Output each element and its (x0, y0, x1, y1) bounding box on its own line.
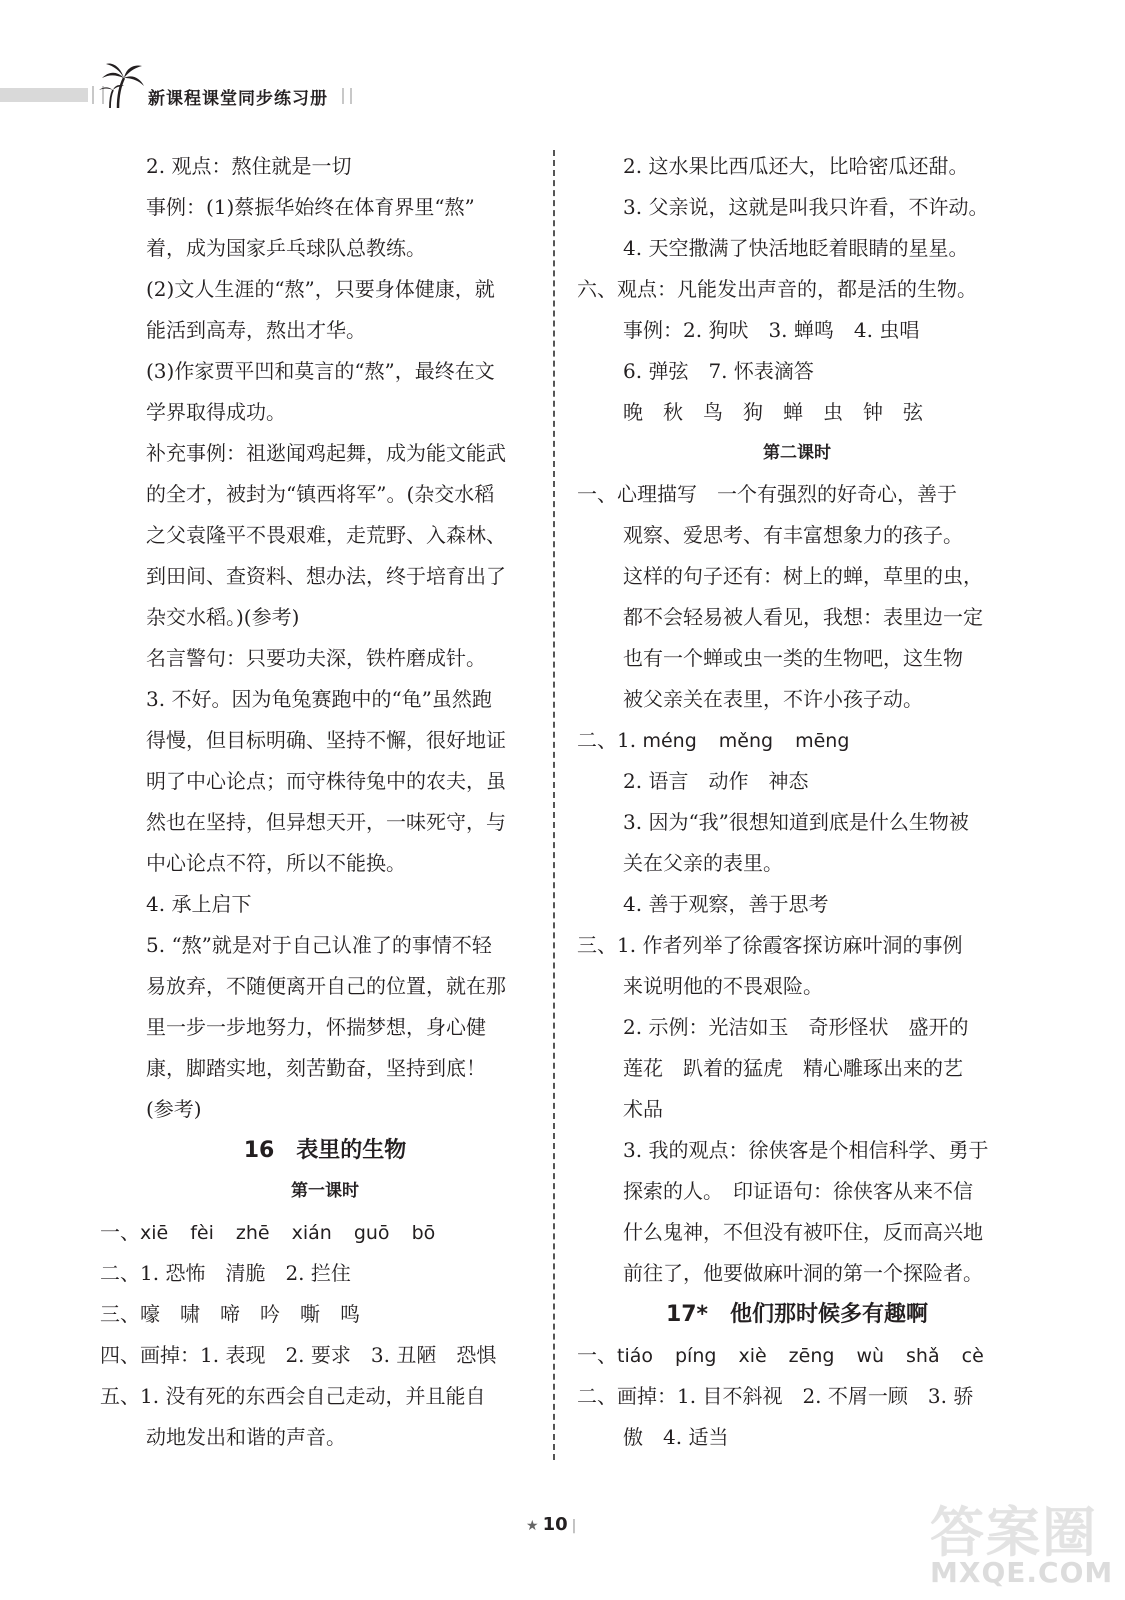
answer-line: 前往了，他要做麻叶洞的第一个探险者。 (623, 1261, 983, 1285)
pinyin-answers (617, 1345, 1006, 1367)
page-number (526, 1514, 576, 1535)
answer-line: 到田间、查资料、想办法，终于培育出了 (146, 564, 506, 588)
pinyin: xiē (140, 1222, 169, 1244)
lesson-16-title: 16 表里的生物 (243, 1138, 407, 1163)
answer-line: 能活到高寿，熬出才华。 (146, 318, 366, 342)
right-column (577, 146, 1017, 1458)
answer-line: (3)作家贾平凹和莫言的“熬”，最终在文 (146, 359, 495, 383)
period-2-q2 (577, 720, 1017, 761)
page-header (0, 60, 1125, 120)
question-label: 一、 (100, 1220, 140, 1244)
answer-line: 关在父亲的表里。 (623, 851, 783, 875)
answer-line: 名言警句：只要功夫深，铁杵磨成针。 (146, 646, 486, 670)
lesson-17-q1 (577, 1335, 1017, 1376)
answer-line: 2. 这水果比西瓜还大，比哈密瓜还甜。 (623, 154, 969, 178)
pinyin: zhē (235, 1222, 270, 1244)
answer-line: 一、心理描写 一个有强烈的好奇心，善于 (577, 482, 957, 506)
pinyin: guō (353, 1222, 390, 1244)
answer-line: (参考) (146, 1097, 202, 1121)
header-end-ticks (342, 88, 352, 104)
pinyin-answers (642, 730, 871, 752)
answer-line: 学界取得成功。 (146, 400, 286, 424)
watermark-url: MXQE.COM (930, 1556, 1114, 1589)
lesson-16-q3: 三、嚎 啸 啼 吟 嘶 鸣 (100, 1302, 360, 1326)
lesson-16-q2: 二、1. 恐怖 清脆 2. 拦住 (100, 1261, 351, 1285)
answer-line: 4. 天空撒满了快活地眨着眼睛的星星。 (623, 236, 969, 260)
lesson-16-q5-cont: 动地发出和谐的声音。 (146, 1425, 346, 1449)
answer-line: 得慢，但目标明确、坚持不懈，很好地证 (146, 728, 506, 752)
star-icon: ★ (526, 1518, 539, 1534)
lesson-17-q2-cont: 傲 4. 适当 (623, 1425, 729, 1449)
pinyin: píng (675, 1345, 717, 1367)
question-label: 一、 (577, 1343, 617, 1367)
answer-line: 什么鬼神，不但没有被吓住，反而高兴地 (623, 1220, 983, 1244)
page-number-value: 10 (542, 1514, 568, 1535)
lesson-16-q4: 四、画掉：1. 表现 2. 要求 3. 丑陋 恐惧 (100, 1343, 497, 1367)
pinyin: tiáo (617, 1345, 653, 1367)
answer-line: 3. 我的观点：徐侠客是个相信科学、勇于 (623, 1138, 989, 1162)
q6-line: 事例：2. 狗吠 3. 蝉鸣 4. 虫唱 (623, 318, 920, 342)
lesson-16-q1 (100, 1212, 550, 1253)
pinyin-answers (140, 1222, 457, 1244)
q6-line: 晚 秋 鸟 狗 蝉 虫 钟 弦 (623, 400, 923, 424)
left-column (100, 146, 550, 1458)
answer-line: 被父亲关在表里，不许小孩子动。 (623, 687, 923, 711)
answer-line: 之父袁隆平不畏艰难，走荒野、入森林、 (146, 523, 506, 547)
answer-line: 康，脚踏实地，刻苦勤奋，坚持到底！ (146, 1056, 486, 1080)
q6-line: 6. 弹弦 7. 怀表滴答 (623, 359, 814, 383)
watermark (930, 1490, 1114, 1594)
pinyin: bō (411, 1222, 436, 1244)
lesson-16-q5: 五、1. 没有死的东西会自己走动，并且能自 (100, 1384, 486, 1408)
answer-line: 里一步一步地努力，怀揣梦想，身心健 (146, 1015, 486, 1039)
answer-line: 术品 (623, 1097, 663, 1121)
pinyin: měng (718, 730, 774, 752)
answer-line: 补充事例：祖逖闻鸡起舞，成为能文能武 (146, 441, 506, 465)
pinyin: méng (642, 730, 697, 752)
lesson-16-period-1-title: 第一课时 (291, 1181, 359, 1201)
answer-line: 5. “熬”就是对于自己认准了的事情不轻 (146, 933, 492, 957)
answer-line: 明了中心论点；而守株待兔中的农夫，虽 (146, 769, 506, 793)
answer-line: 着，成为国家乒乓球队总教练。 (146, 236, 426, 260)
pinyin: xián (291, 1222, 332, 1244)
answer-line: 中心论点不符，所以不能换。 (146, 851, 406, 875)
pinyin: fèi (190, 1222, 214, 1244)
pinyin: cè (961, 1345, 984, 1367)
answer-line: 也有一个蝉或虫一类的生物吧，这生物 (623, 646, 963, 670)
answer-line: 这样的句子还有：树上的蝉，草里的虫， (623, 564, 983, 588)
answer-line: 莲花 趴着的猛虎 精心雕琢出来的艺 (623, 1056, 963, 1080)
answer-line: 3. 父亲说，这就是叫我只许看，不许动。 (623, 195, 989, 219)
answer-line: 事例：(1)蔡振华始终在体育界里“熬” (146, 195, 475, 219)
answer-line: 三、1. 作者列举了徐霞客探访麻叶洞的事例 (577, 933, 963, 957)
answer-line: 探索的人。 印证语句：徐侠客从来不信 (623, 1179, 973, 1203)
answer-line: 2. 语言 动作 神态 (623, 769, 809, 793)
question-label: 二、1. (577, 728, 637, 752)
answer-line: 4. 善于观察，善于思考 (623, 892, 829, 916)
answer-line: 都不会轻易被人看见，我想：表里边一定 (623, 605, 983, 629)
answer-line: 然也在坚持，但异想天开，一味死守，与 (146, 810, 506, 834)
header-gray-bar (0, 88, 88, 102)
answer-line: 观察、爱思考、有丰富想象力的孩子。 (623, 523, 963, 547)
answer-line: 3. 不好。因为龟兔赛跑中的“龟”虽然跑 (146, 687, 492, 711)
palm-tree-icon (96, 60, 146, 110)
lesson-16-period-2-title: 第二课时 (763, 443, 831, 463)
header-title: 新课程课堂同步练习册 (148, 89, 328, 109)
pinyin: wù (856, 1345, 885, 1367)
pinyin: mēng (795, 730, 850, 752)
answer-line: 2. 示例：光洁如玉 奇形怪状 盛开的 (623, 1015, 969, 1039)
answer-line: 2. 观点：熬住就是一切 (146, 154, 352, 178)
answer-line: 杂交水稻。)(参考) (146, 605, 300, 629)
answer-line: 3. 因为“我”很想知道到底是什么生物被 (623, 810, 969, 834)
pinyin: zēng (788, 1345, 835, 1367)
pinyin: xiè (738, 1345, 767, 1367)
pinyin: shǎ (906, 1345, 940, 1367)
page-number-tick: | (571, 1518, 577, 1534)
answer-line: 来说明他的不畏艰险。 (623, 974, 823, 998)
answer-line: 的全才，被封为“镇西将军”。(杂交水稻 (146, 482, 495, 506)
answer-line: (2)文人生涯的“熬”，只要身体健康，就 (146, 277, 495, 301)
lesson-17-title: 17* 他们那时候多有趣啊 (665, 1302, 929, 1327)
answer-line: 易放弃，不随便离开自己的位置，就在那 (146, 974, 506, 998)
q6-line: 六、观点：凡能发出声音的，都是活的生物。 (577, 277, 977, 301)
lesson-17-q2: 二、画掉：1. 目不斜视 2. 不屑一顾 3. 骄 (577, 1384, 974, 1408)
column-divider (553, 150, 555, 1460)
answer-line: 4. 承上启下 (146, 892, 252, 916)
watermark-logo: 答案圈 (930, 1501, 1098, 1564)
